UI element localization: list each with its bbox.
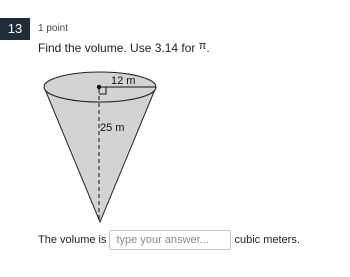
radius-label: 12 m — [111, 75, 136, 87]
answer-input[interactable] — [109, 230, 231, 250]
cone-body — [44, 87, 156, 222]
answer-prefix: The volume is — [38, 234, 107, 246]
cone-figure — [40, 68, 160, 228]
question-prompt — [38, 40, 210, 57]
pi-symbol: π — [198, 40, 207, 52]
prompt-text: Find the volume. Use 3.14 for — [38, 41, 196, 55]
prompt-period: . — [206, 41, 210, 55]
question-number: 13 — [0, 18, 30, 40]
height-label: 25 m — [100, 122, 125, 134]
answer-row — [38, 228, 300, 252]
points-label: 1 point — [38, 23, 69, 34]
center-dot — [97, 85, 101, 89]
answer-suffix: cubic meters. — [234, 234, 300, 246]
